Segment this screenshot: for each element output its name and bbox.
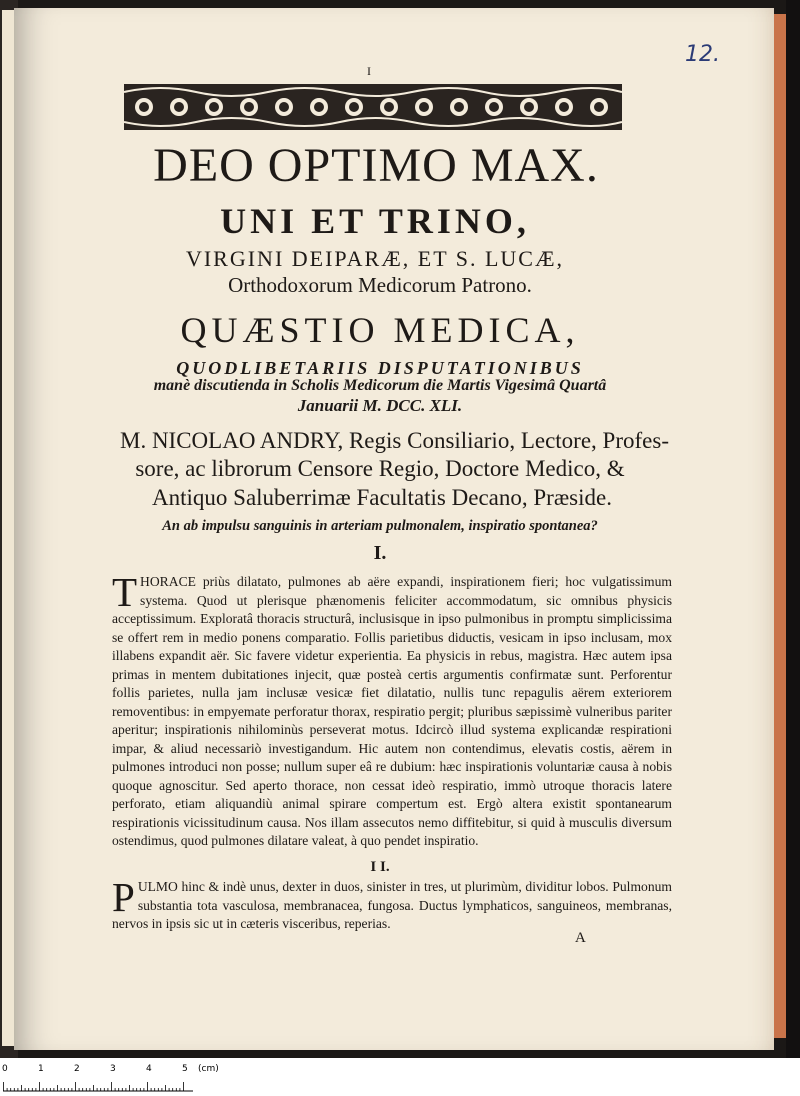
title-uni-et-trino: UNI ET TRINO,: [220, 201, 530, 241]
scale-label-2: 2: [74, 1064, 80, 1074]
scale-ruler: [3, 1082, 193, 1092]
dropcap-p: P: [112, 874, 135, 920]
title-quaestio-medica: QUÆSTIO MEDICA,: [180, 310, 580, 350]
question-line: An ab impulsu sanguinis in arteriam pulmonalem, inspiratio spontanea?: [162, 518, 598, 534]
title-deo-optimo: DEO OPTIMO MAX.: [153, 139, 599, 192]
title-quodlibetariis: QUODLIBETARIIS DISPUTATIONIBUS: [176, 358, 584, 378]
page-edge-shadow: [786, 0, 800, 1058]
section-1-paragraph: [112, 569, 672, 851]
section-2-text: ULMO hinc & indè unus, dexter in duos, sinister in tres, ut plurimùm, dividitur lobos. Pulmonum substantia tota vasculosa, membranacea, fungosa. Ductus lymphaticos, sanguineos, membranas, nervos in ipsis sic ut in cæteris visceribus, reperias.: [112, 879, 672, 931]
dropcap-t: T: [112, 569, 138, 615]
praeses-line-2: sore, ac librorum Censore Regio, Doctore Medico, &: [135, 456, 625, 481]
scale-label-unit: (cm): [198, 1064, 219, 1074]
title-disputation-date: manè discutienda in Scholis Medicorum die Martis Vigesimâ Quartâ: [153, 377, 607, 394]
praeses-line-3: Antiquo Saluberrimæ Facultatis Decano, Præside.: [152, 485, 612, 510]
signature-mark: A: [575, 930, 586, 946]
scale-label-5: 5: [182, 1064, 188, 1074]
title-januarii: Januarii M. DCC. XLI.: [297, 396, 463, 415]
measurement-scale: [0, 1060, 800, 1096]
section-1-text: HORACE priùs dilatato, pulmones ab aëre expandi, inspirationem fieri; hoc vulgatissimum systema. Quod ut plerisque phænomenis feliciter accommodatum, sic omnibus physicis acceptissimum. Exploratâ thoracis structurâ, inclusisque in ipso pulmonibus in promptu simplicissima se offert rem in medio ponens comparatio. Follis parietibus diductis, vesicam in ipso inclusam, mox illabens expandit aër. Sic favere videtur experientia. Ea physicis in rebus, magistra. Hæc autem ipsa primas in mentem dubitationes injecit, quæ posteà certis argumentis confirmatæ sunt. Perforentur follis parietes, nulla jam inclusæ vesicæ fiet dilatatio, nullis tunc repagulis aërem exteriorem removentibus: in empyemate perforatur thorax, respiratio pergit; pluribus sæpissimè vulneribus pariter aperitur; inspirationis nihilominùs perseverat motus. Idcircò illud systema explicandæ respirationi impar, & aliud necessariò investigandum. Hic autem non contendimus, elevatis costis, aërem in pulmones introduci non posse; nullum super eâ re dubium: hæc inspirationis voluntariæ causa à nobis quoque agnoscitur. Sed aperto thorace, non cessat ideò respiratio, immò utroque thoracis latere perforato, etiam aliquandiù animal spirare compertum est. Ergò altera existit spontanearum respirationis vicissitudinum causa. Nos illam assecutos nemo diffitebitur, si quid à musculis diversum ostendimus, quod pulmones dilatare valeat, à quo pendet inspiratio.: [112, 574, 672, 848]
section-2-heading: I I.: [370, 859, 390, 875]
scale-label-4: 4: [146, 1064, 152, 1074]
scale-label-1: 1: [38, 1064, 44, 1074]
title-orthodoxorum: Orthodoxorum Medicorum Patrono.: [228, 273, 532, 297]
section-1-heading: I.: [373, 542, 387, 564]
sheet-number: I: [367, 64, 371, 78]
scale-label-0: 0: [2, 1064, 8, 1074]
ornamental-headpiece: [124, 84, 622, 130]
scale-label-3: 3: [110, 1064, 116, 1074]
section-2-paragraph: [112, 874, 672, 934]
title-virgini-deiparae: VIRGINI DEIPARÆ, ET S. LUCÆ,: [185, 246, 565, 271]
folio-number: 12.: [685, 42, 720, 67]
praeses-line-1: M. NICOLAO ANDRY, Regis Consiliario, Lectore, Profes-: [120, 428, 669, 453]
